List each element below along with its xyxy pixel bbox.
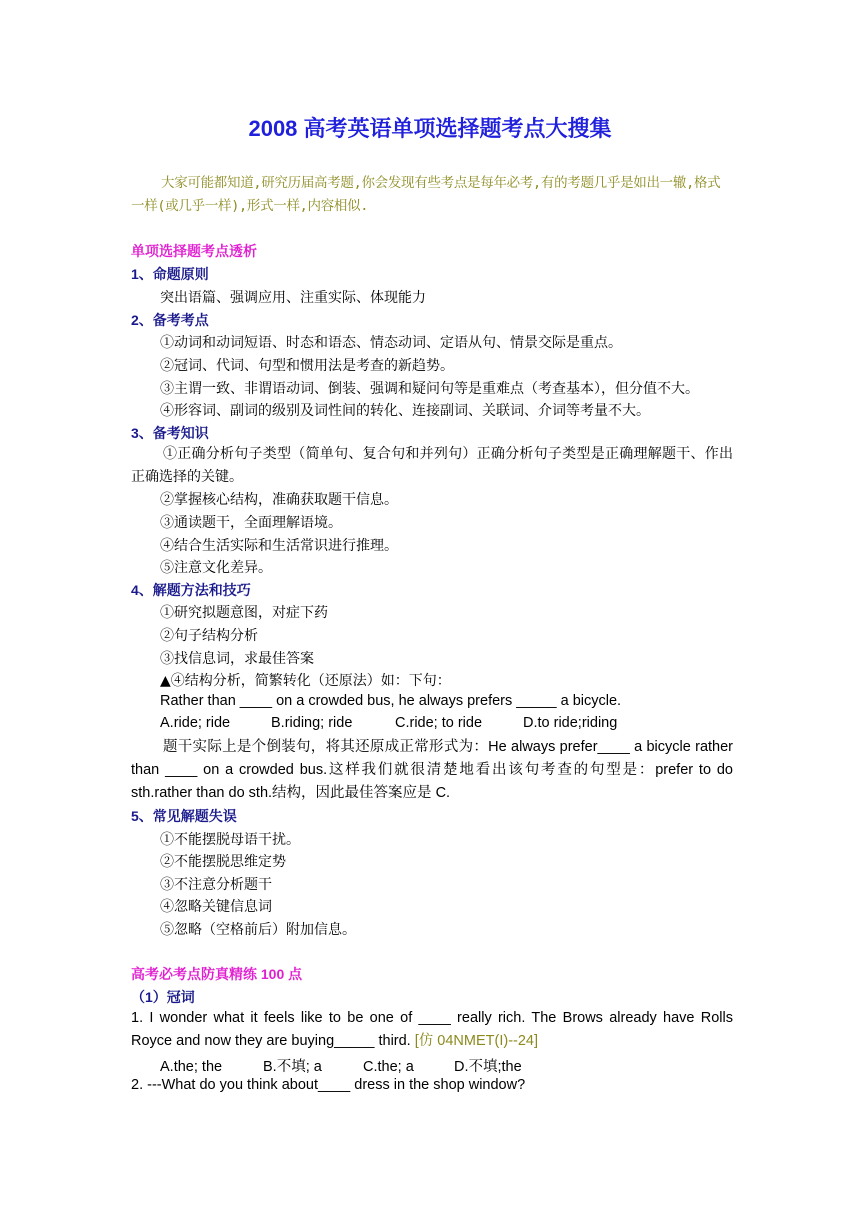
part-2-line: ③主谓一致、非谓语动词、倒装、强调和疑问句等是重难点（考查基本），但分值不大。 <box>160 381 699 397</box>
part-5-line: ④忽略关键信息词 <box>160 899 272 915</box>
part-3-line: ⑤注意文化差异。 <box>160 560 272 576</box>
option-b: B.riding; ride <box>271 715 353 731</box>
part-5-line: ③不注意分析题干 <box>160 877 272 893</box>
part-4-line: ①研究拟题意图，对症下药 <box>160 605 328 621</box>
option-a: A.ride; ride <box>160 715 231 731</box>
intro-paragraph: 大家可能都知道,研究历届高考题,你会发现有些考点是每年必考,有的考题几乎是如出一辙,格式一样(或几乎一样),形式一样,内容相似. <box>131 175 721 214</box>
part-heading-4: 4、解题方法和技巧 <box>131 582 251 598</box>
part-heading-5: 5、常见解题失误 <box>131 808 237 824</box>
part-4-line: ▲④结构分析，简繁转化（还原法）如：下句： <box>160 673 451 689</box>
part-3-line: ③通读题干，全面理解语境。 <box>160 515 342 531</box>
part-4-line: ③找信息词，求最佳答案 <box>160 651 314 667</box>
subheading-articles: （1）冠词 <box>131 989 195 1005</box>
option-c: C.the; a <box>363 1059 414 1075</box>
example-question: Rather than ____ on a crowded bus, he always prefers _____ a bicycle. <box>160 693 622 709</box>
section-heading-practice: 高考必考点防真精练 100 点 <box>131 966 303 982</box>
part-3-line: ②掌握核心结构，准确获取题干信息。 <box>160 492 398 508</box>
part-3-line: ④结合生活实际和生活常识进行推理。 <box>160 538 398 554</box>
example-explanation: 题干实际上是个倒装句，将其还原成正常形式为：He always prefer____ a bicycle rather than ____ on a crowded bus.这样我们就很清楚地看出该句考查的句型是：prefer to do sth.rather than do sth.结构，因此最佳答案应是 C. <box>131 739 733 801</box>
part-heading-3: 3、备考知识 <box>131 425 209 441</box>
part-heading-1: 1、命题原则 <box>131 266 209 282</box>
question-1-options <box>160 1055 522 1076</box>
part-5-line: ⑤忽略（空格前后）附加信息。 <box>160 922 356 938</box>
question-1 <box>131 1007 733 1053</box>
part-heading-2: 2、备考考点 <box>131 312 209 328</box>
option-d: D.to ride;riding <box>523 715 618 731</box>
part-1-line: 突出语篇、强调应用、注重实际、体现能力 <box>160 290 426 306</box>
question-2: 2. ---What do you think about____ dress in the shop window? <box>131 1077 526 1093</box>
example-options <box>160 715 617 731</box>
option-b: B.不填; a <box>263 1059 322 1075</box>
part-2-line: ①动词和动词短语、时态和语态、情态动词、定语从句、情景交际是重点。 <box>160 335 622 351</box>
part-2-line: ②冠词、代词、句型和惯用法是考查的新趋势。 <box>160 358 454 374</box>
option-a: A.the; the <box>160 1059 223 1075</box>
part-3-paragraph: ①正确分析句子类型（简单句、复合句和并列句）正确分析句子类型是正确理解题干、作出正确选择的关键。 <box>131 446 733 485</box>
option-d: D.不填;the <box>454 1059 522 1075</box>
part-4-line: ②句子结构分析 <box>160 628 258 644</box>
document-title: 2008 高考英语单项选择题考点大搜集 <box>248 116 612 141</box>
option-c: C.ride; to ride <box>395 715 483 731</box>
part-5-line: ②不能摆脱思维定势 <box>160 854 286 870</box>
part-2-line: ④形容词、副词的级别及词性间的转化、连接副词、关联词、介词等考量不大。 <box>160 403 650 419</box>
part-5-line: ①不能摆脱母语干扰。 <box>160 832 300 848</box>
question-1-text: 1. I wonder what it feels like to be one of ____ really rich. The Brows already have Rolls Royce and now they are buying_____ third. <box>131 1010 733 1049</box>
question-1-source: [仿 04NMET(I)--24] <box>414 1033 539 1049</box>
section-heading-analysis: 单项选择题考点透析 <box>131 243 257 259</box>
